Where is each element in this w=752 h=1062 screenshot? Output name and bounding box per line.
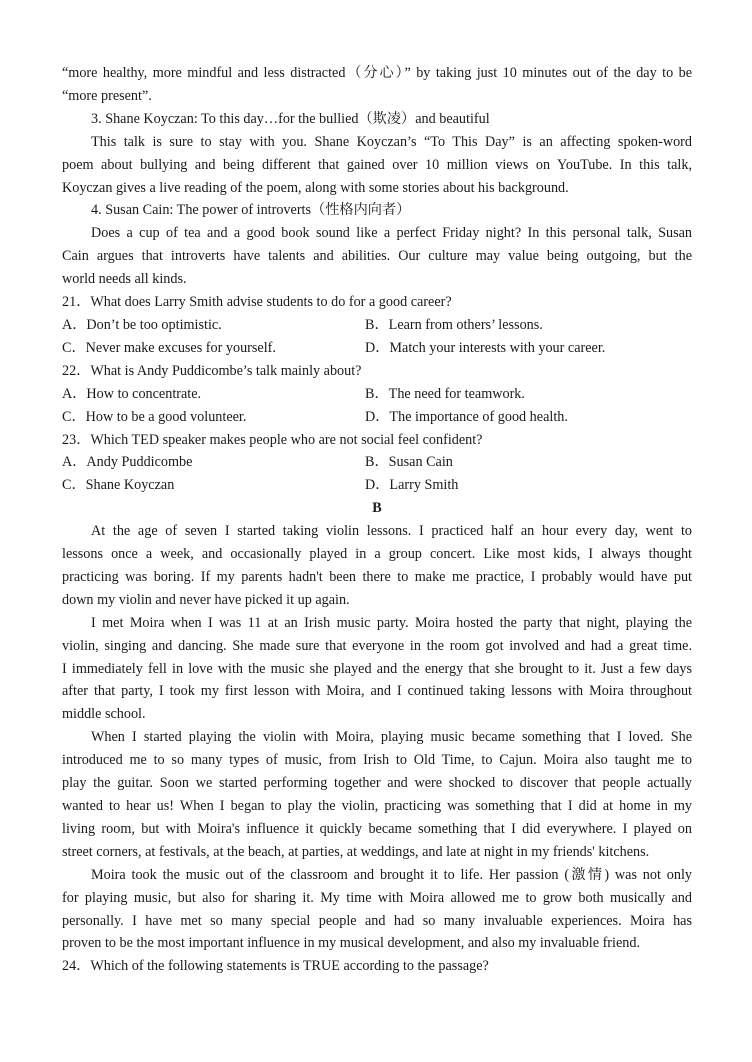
intro-line-1: “more healthy, more mindful and less distracted（分心）” by taking just 10 minutes out of the day to be (62, 65, 692, 81)
passage-line: Moira took the music out of the classroom and brought it to life. Her passion (激情) was not only (91, 866, 692, 883)
option-b: B．Learn from others’ lessons. (365, 316, 543, 333)
passage-line: middle school. (62, 706, 146, 723)
passage-line: I met Moira when I was 11 at an Irish music party. Moira hosted the party that night, playing the (91, 614, 692, 631)
section-b-label: B (372, 500, 382, 517)
passage-line: lessons once a week, and occasionally played in a group concert. Like most kids, I always thought (62, 546, 692, 563)
option-c: C．How to be a good volunteer. (62, 408, 247, 425)
option-c: C．Shane Koyczan (62, 477, 175, 494)
passage-line: play the guitar. Soon we started performing together and were shocked to discover that people actually (62, 775, 692, 792)
option-d: D．The importance of good health. (365, 408, 568, 425)
question-23-options-row (62, 451, 692, 474)
passage-line: I immediately fell in love with the music she played and the energy that she brought to it. Just a few days (62, 660, 692, 677)
option-a: A．Andy Puddicombe (62, 454, 193, 471)
talk-3-line: poem about bullying and being different that gained over 10 million views on YouTube. In this talk, (62, 156, 692, 173)
option-b: B．The need for teamwork. (365, 385, 525, 402)
passage-line: personally. I have met so many special people and had so many invaluable experiences. Moira has (62, 912, 692, 929)
option-a: A．How to concentrate. (62, 385, 202, 402)
question-21-stem: 21．What does Larry Smith advise students to do for a good career? (62, 294, 452, 311)
intro-line-2: “more present”. (62, 87, 152, 104)
talk-3-line: Koyczan gives a live reading of the poem, along with some stories about his background. (62, 179, 569, 196)
talk-4-line: Cain argues that introverts have talents and abilities. Our culture may value being outgoing, but the (62, 248, 692, 265)
passage-line: When I started playing the violin with Moira, playing music became something that I loved. She (91, 729, 692, 746)
passage-line: living room, but with Moira's influence it quickly became something that I did everywhere. I played on (62, 820, 692, 837)
question-22-stem: 22．What is Andy Puddicombe’s talk mainly about? (62, 362, 362, 379)
passage-line: for playing music, but also for sharing it. My time with Moira allowed me to grow both musically and (62, 889, 692, 906)
passage-line: down my violin and never have picked it up again. (62, 591, 350, 608)
option-a: A．Don’t be too optimistic. (62, 316, 222, 333)
option-b: B．Susan Cain (365, 454, 453, 471)
option-c: C．Never make excuses for yourself. (62, 339, 276, 356)
talk-4-line: Does a cup of tea and a good book sound like a perfect Friday night? In this personal talk, Susan (91, 225, 692, 242)
question-22-options-row (62, 406, 692, 429)
question-23-options-row (62, 474, 692, 497)
passage-line: violin, singing and dancing. She made sure that everyone in the room got involved and had a great time. (62, 637, 692, 654)
option-d: D．Larry Smith (365, 477, 459, 494)
talk-3-line: This talk is sure to stay with you. Shane Koyczan’s “To This Day” is an affecting spoken-word (91, 133, 692, 150)
passage-line: practicing was boring. If my parents hadn't been there to make me practice, I probably would have put (62, 568, 692, 585)
question-21-options-row (62, 337, 692, 360)
passage-line: At the age of seven I started taking violin lessons. I practiced half an hour every day, went to (91, 523, 692, 540)
question-21-options-row (62, 314, 692, 337)
passage-line: street corners, at festivals, at the beach, at parties, at weddings, and late at night in my friends' kitchens. (62, 843, 650, 860)
question-24-stem: 24．Which of the following statements is TRUE according to the passage? (62, 958, 489, 975)
question-23-stem: 23．Which TED speaker makes people who are not social feel confident? (62, 431, 483, 448)
talk-4-heading: 4. Susan Cain: The power of introverts（性格内向者） (91, 202, 411, 219)
question-22-options-row (62, 383, 692, 406)
talk-3-heading: 3. Shane Koyczan: To this day…for the bullied（欺凌）and beautiful (91, 110, 490, 127)
talk-4-line: world needs all kinds. (62, 271, 187, 288)
option-d: D．Match your interests with your career. (365, 339, 606, 356)
passage-line: introduced me to so many types of music, from Irish to Old Time, to Cajun. Moira also taught me to (62, 752, 692, 769)
document-page (62, 62, 692, 978)
passage-line: proven to be the most important influence in my musical development, and also my invaluable friend. (62, 935, 640, 952)
passage-line: wanted to hear us! When I began to play the violin, practicing was something that I did at home in my (62, 798, 692, 814)
passage-line: after that party, I took my first lesson with Moira, and I continued taking lessons with Moira throughout (62, 683, 692, 700)
